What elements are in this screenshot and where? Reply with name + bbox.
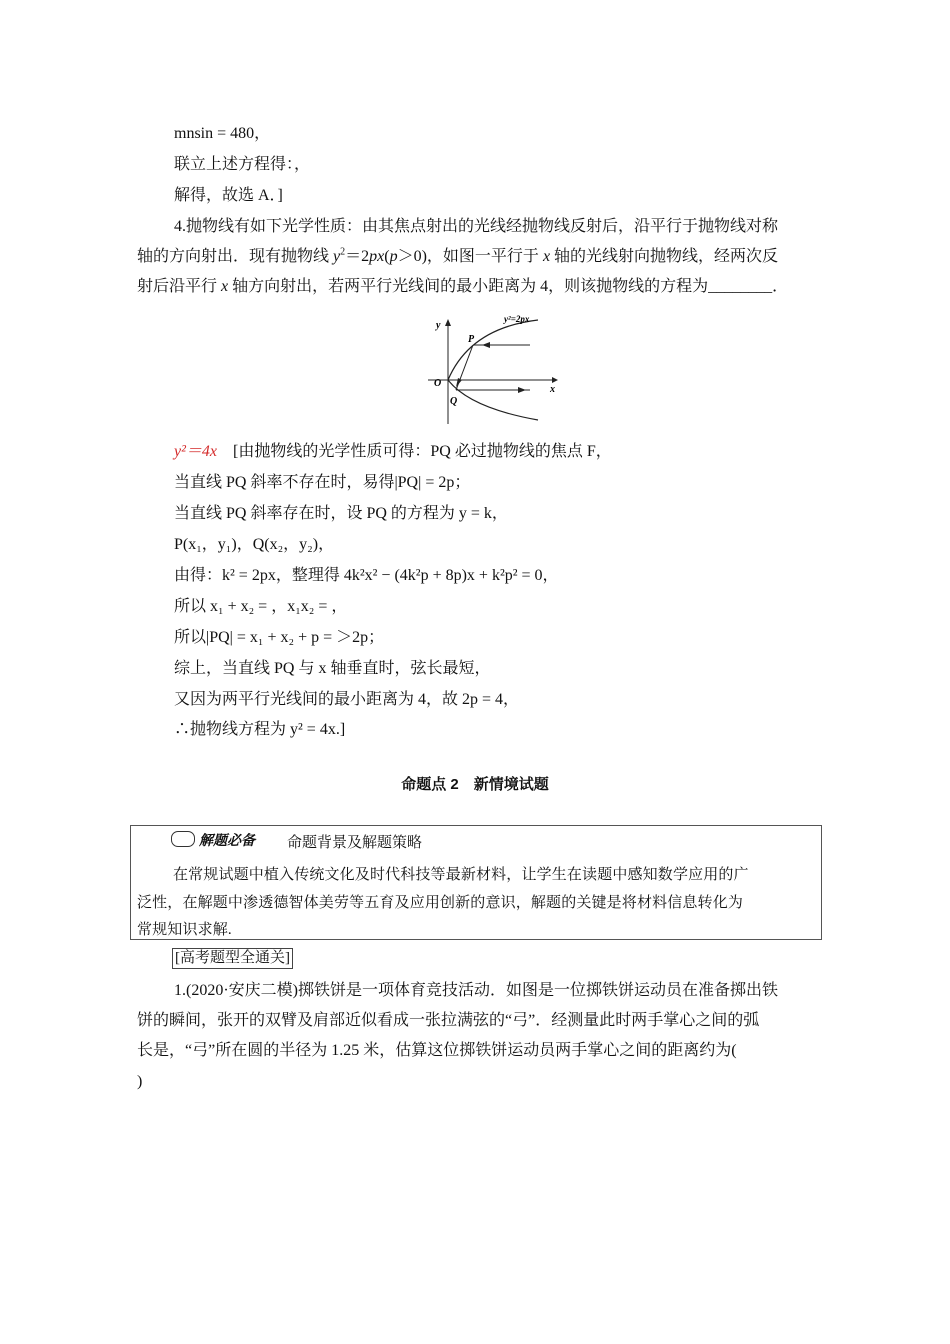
problem-4-line-1: 4.抛物线有如下光学性质：由其焦点射出的光线经抛物线反射后，沿平行于抛物线对称 — [174, 218, 779, 235]
chord-arrow — [456, 378, 462, 387]
solution-line-9: 又因为两平行光线间的最小距离为 4，故 2p = 4， — [174, 691, 520, 708]
solution-line-8: 综上，当直线 PQ 与 x 轴垂直时，弦长最短， — [174, 660, 491, 677]
solution-line-4: P(x₁，y₁)，Q(x₂，y₂)， — [174, 536, 335, 553]
equation-line-solve: 解得，故选 A．] — [174, 187, 283, 204]
question-1-line-4: ) — [137, 1073, 143, 1090]
label-y: y — [436, 320, 441, 331]
equation-line-mnsin: mnsin = 480， — [174, 125, 271, 142]
problem-4-line-3: 射后沿平行 x 轴方向射出，若两平行光线间的最小距离为 4，则该抛物线的方程为________． — [137, 278, 789, 295]
question-1-line-3: 长是，“弓”所在圆的半径为 1.25 米，估算这位掷铁饼运动员两手掌心之间的距离约为( — [137, 1042, 737, 1059]
solution-line-10: ∴抛物线方程为 y² = 4x.] — [174, 721, 346, 738]
solution-line-2: 当直线 PQ 斜率不存在时，易得|PQ| = 2p； — [174, 474, 471, 491]
label-x: x — [550, 384, 555, 395]
equation-line-combine: 联立上述方程得：， — [174, 156, 311, 173]
section-tag: [高考题型全通关] — [172, 948, 293, 969]
solution-line-7: 所以|PQ| = x₁ + x₂ + p = ＞2p； — [174, 629, 385, 646]
solution-line-1: y²＝4x [由抛物线的光学性质可得：PQ 必过抛物线的焦点 F， — [174, 443, 612, 460]
box-text-2: 泛性，在解题中渗透德智体美劳等五育及应用创新的意识，解题的关键是将材料信息转化为 — [137, 895, 744, 911]
label-q: Q — [450, 396, 458, 407]
outgoing-arrow — [518, 387, 526, 393]
box-title: 命题背景及解题策略 — [287, 835, 423, 851]
y-axis-arrow — [445, 319, 451, 326]
parabola-figure — [420, 308, 565, 426]
incoming-arrow — [482, 342, 490, 348]
label-p: P — [468, 334, 475, 345]
badge: 解题必备 — [171, 830, 255, 850]
section-heading: 命题点 2 新情境试题 — [401, 776, 549, 793]
box-text-1: 在常规试题中植入传统文化及时代科技等最新材料，让学生在读题中感知数学应用的广 — [173, 867, 749, 883]
problem-4-line-2: 轴的方向射出．现有抛物线 $y^2=2px(p>0)$，如图一平行于 x 轴的光线射向抛物线，经两次反 — [137, 246, 779, 265]
solution-line-5: 由得：k² = 2px，整理得 4k²x² − (4k²p + 8p)x + k²p² = 0， — [174, 567, 559, 584]
curve-label: y²=2px — [504, 314, 530, 324]
question-1-line-2: 饼的瞬间，张开的双臂及肩部近似看成一张拉满弦的“弓”．经测量此时两手掌心之间的弧 — [137, 1012, 760, 1029]
parabola-curve — [448, 320, 538, 420]
x-axis-arrow — [552, 377, 558, 383]
solution-line-6: 所以 x₁ + x₂ = ，x₁x₂ = ， — [174, 598, 348, 615]
label-origin: O — [434, 378, 442, 389]
box-text-3: 常规知识求解. — [137, 922, 232, 938]
hand-icon — [171, 831, 195, 847]
answer: y²＝4x — [174, 443, 218, 460]
strategy-box — [130, 825, 822, 940]
solution-line-3: 当直线 PQ 斜率存在时，设 PQ 的方程为 y = k， — [174, 505, 508, 522]
question-1-line-1: 1.(2020·安庆二模)掷铁饼是一项体育竞技活动．如图是一位掷铁饼运动员在准备掷出铁 — [174, 982, 778, 999]
